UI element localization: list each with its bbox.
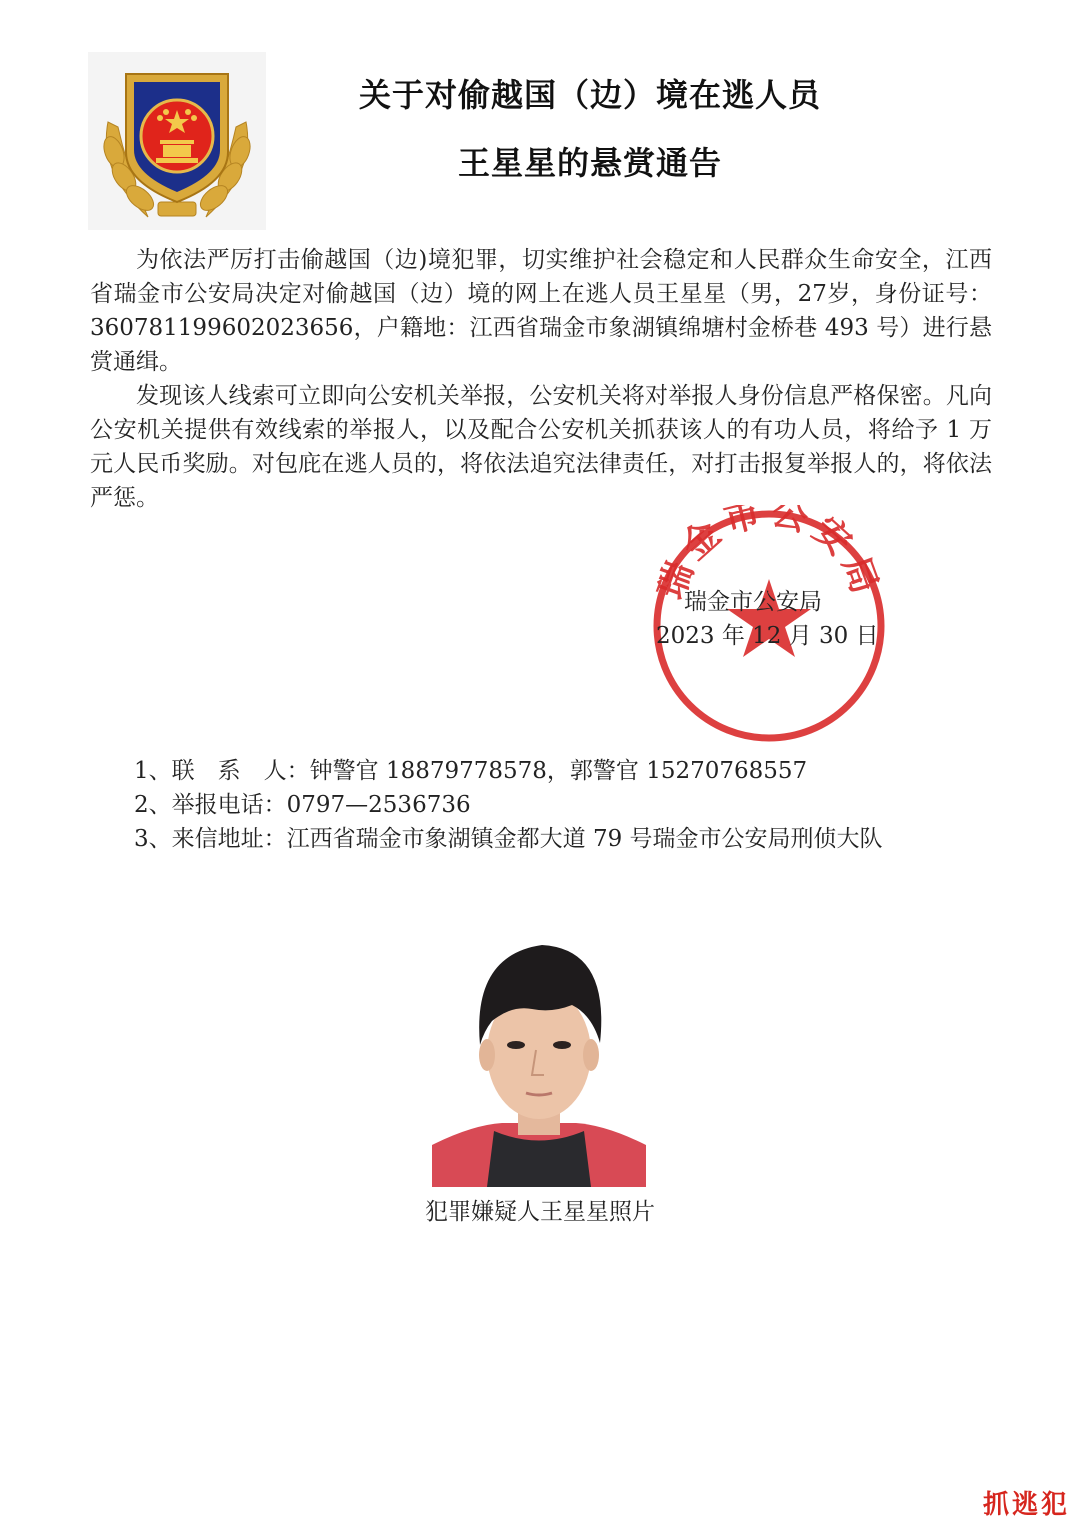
page-title-line1: 关于对偷越国（边）境在逃人员 [358, 76, 821, 114]
body-paragraph-1 [90, 243, 992, 379]
svg-text:瑞金市公安局: 瑞金市公安局 [650, 505, 888, 605]
signature-organization: 瑞金市公安局 [684, 589, 822, 615]
paragraph-text: 为依法严厉打击偷越国（边)境犯罪，切实维护社会稳定和人民群众生命安全，江西省瑞金市公安局决定对偷越国（边）境的网上在逃人员王星星（男，27岁，身份证号：360781199602023656，户籍地：江西省瑞金市象湖镇绵塘村金桥巷 493 号）进行悬赏通缉。 [90, 247, 992, 375]
signature-date: 2023 年 12 月 30 日 [656, 623, 879, 649]
photo-caption: 犯罪嫌疑人王星星照片 [425, 1199, 655, 1225]
contact-list [134, 754, 883, 856]
suspect-photo [432, 935, 646, 1187]
mailing-address: 3、来信地址：江西省瑞金市象湖镇金都大道 79 号瑞金市公安局刑侦大队 [134, 826, 883, 852]
police-emblem-icon [88, 52, 266, 230]
watermark-text: 抓逃犯 [982, 1490, 1070, 1520]
report-phone: 2、举报电话：0797—2536736 [134, 792, 471, 818]
body-paragraph-2 [90, 379, 992, 515]
contact-person: 1、联 系 人：钟警官 18879778578，郭警官 15270768557 [134, 758, 808, 784]
paragraph-text: 发现该人线索可立即向公安机关举报，公安机关将对举报人身份信息严格保密。凡向公安机关提供有效线索的举报人，以及配合公安机关抓获该人的有功人员，将给予 1 万元人民币奖励。对包庇在逃人员的，将依法追究法律责任，对打击报复举报人的，将依法严惩。 [90, 383, 992, 511]
page-title-line2: 王星星的悬赏通告 [457, 144, 722, 182]
